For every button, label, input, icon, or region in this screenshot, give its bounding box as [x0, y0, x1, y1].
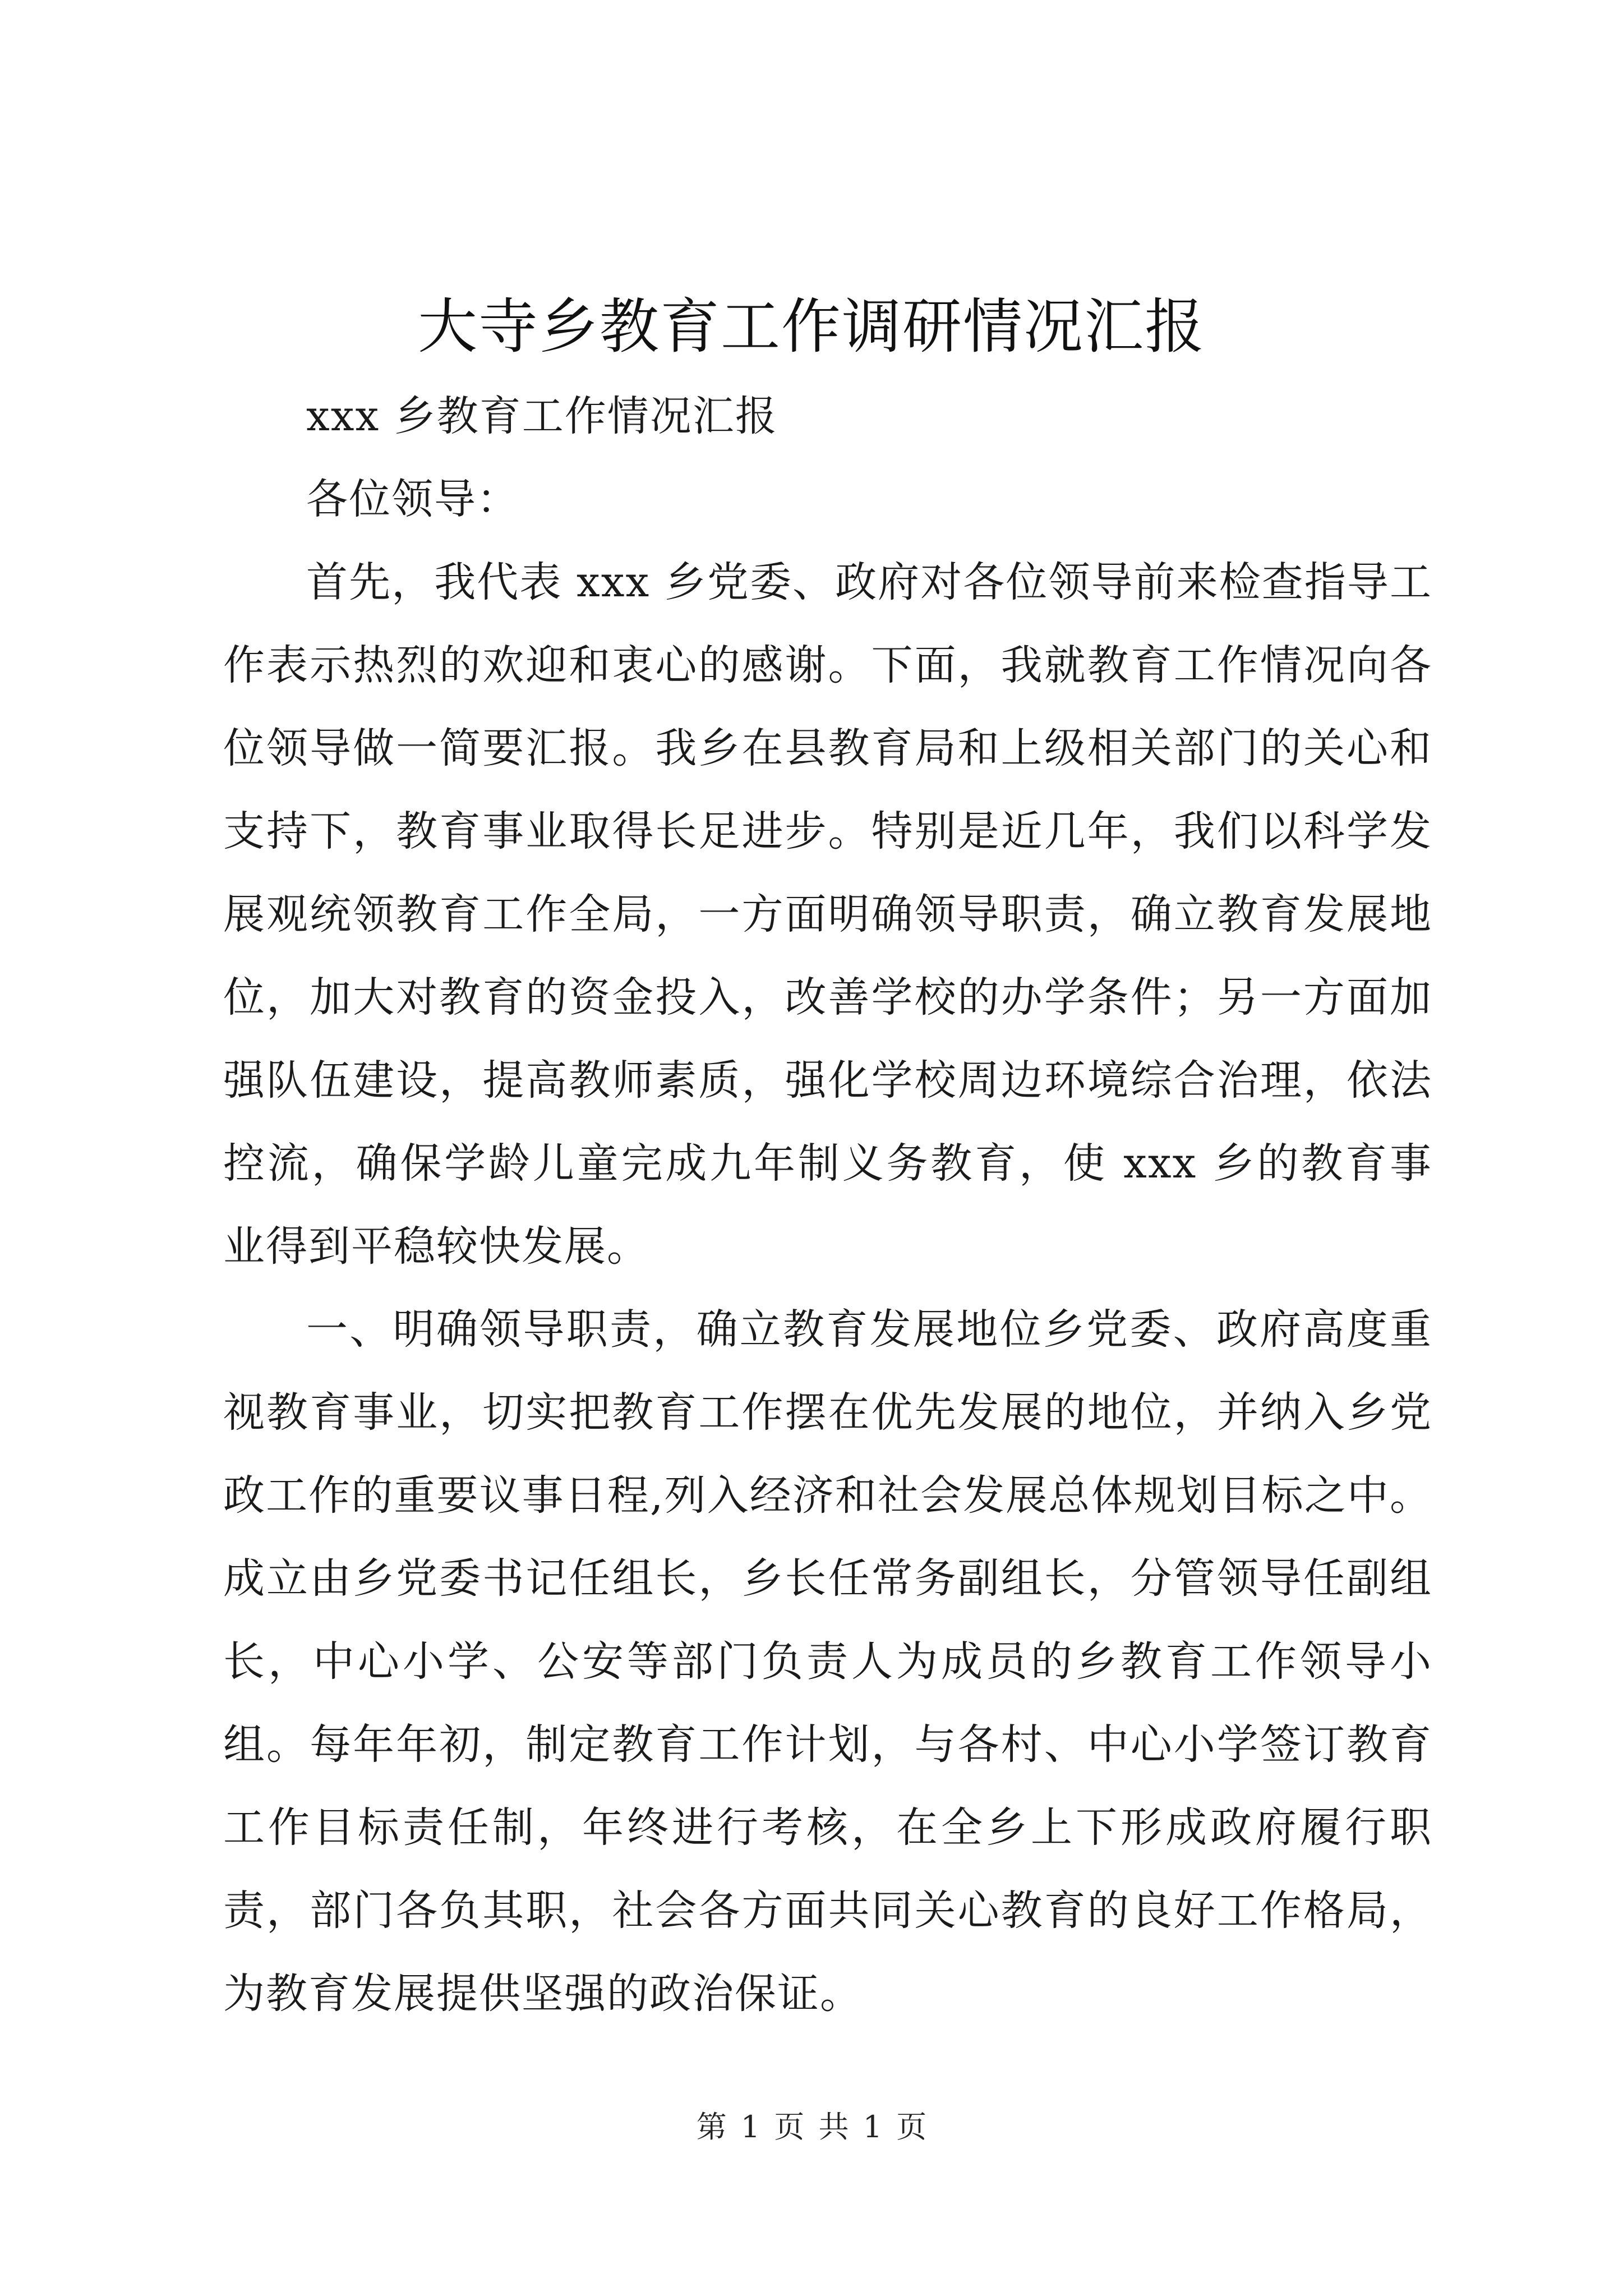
document-title: 大寺乡教育工作调研情况汇报	[418, 292, 1205, 361]
page-footer: 第 1 页 共 1 页	[696, 2109, 927, 2145]
section-one-paragraph: 一、明确领导职责，确立教育发展地位乡党委、政府高度重视教育事业，切实把教育工作摆在优先发展的地位，并纳入乡党政工作的重要议事日程,列入经济和社会发展总体规划目标之中。成立由乡党委书记任组长，乡长任常务副组长，分管领导任副组长，中心小学、公安等部门负责人为成员的乡教育工作领导小组。每年年初，制定教育工作计划，与各村、中心小学签订教育工作目标责任制，年终进行考核，在全乡上下形成政府履行职责，部门各负其职，社会各方面共同关心教育的良好工作格局，为教育发展提供坚强的政治保证。	[223, 1305, 1432, 2018]
document-body	[223, 375, 1432, 2035]
intro-paragraph: 首先，我代表 xxx 乡党委、政府对各位领导前来检查指导工作表示热烈的欢迎和衷心的感谢。下面，我就教育工作情况向各位领导做一简要汇报。我乡在县教育局和上级相关部门的关心和支持下，教育事业取得长足进步。特别是近几年，我们以科学发展观统领教育工作全局，一方面明确领导职责，确立教育发展地位，加大对教育的资金投入，改善学校的办学条件；另一方面加强队伍建设，提高教师素质，强化学校周边环境综合治理，依法控流，确保学龄儿童完成九年制义务教育，使 xxx 乡的教育事业得到平稳较快发展。	[223, 558, 1432, 1271]
report-subtitle-paragraph: xxx 乡教育工作情况汇报	[306, 392, 778, 440]
salutation-paragraph: 各位领导：	[306, 475, 519, 523]
